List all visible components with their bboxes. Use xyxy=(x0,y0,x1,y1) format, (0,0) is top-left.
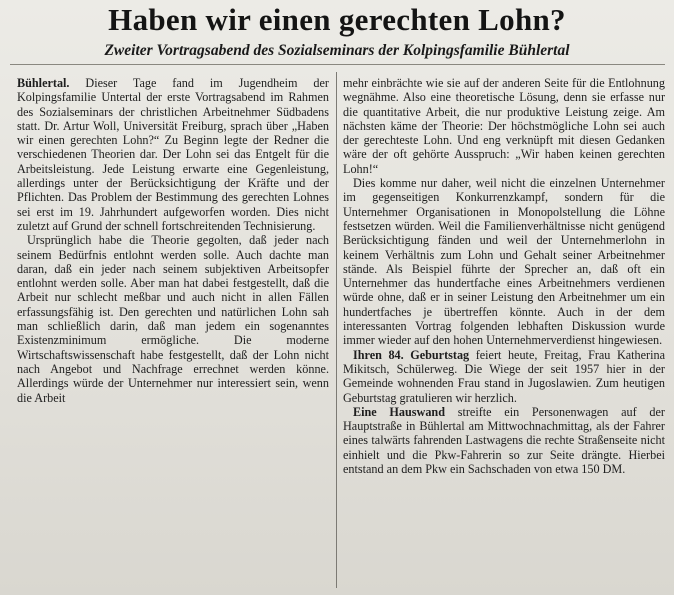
right-paragraph-1: mehr einbrächte wie sie auf der anderen Seite für die Entlohnung wegnähme. Also eine theoretische Lösung, denn sie erfasse nur die quantitative Arbeit, die nur produktive Leistung zeige. Am nächsten käme der Theorie: Der höchstmögliche Lohn sei auch der gerechteste Lohn. Und eng verknüpft mit diesen Gedanken wäre der oft gehörte Ausspruch: „Wir haben keinen gerechten Lohn!“ xyxy=(343,76,665,176)
left-column xyxy=(17,76,329,405)
left-paragraph-2: Ursprünglich habe die Theorie gegolten, daß jeder nach seinem Bedürfnis entlohnt werden solle. Auch dachte man daran, daß ein jeder nach seinem subjektiven Arbeitsopfer entlohnt werden solle. Aber man hat dabei festgestellt, daß die Arbeit nur schlecht meßbar und auch nicht in allen Fällen erfassungsfähig ist. Den gerechten und natürlichen Lohn sah man schließlich darin, daß man jedem ein sogenanntes Existenzminimum ermögliche. Die moderne Wirtschaftswissenschaft habe festgestellt, daß der Lohn nicht nach Angebot und Nachfrage errechnet werden könne. Allerdings würde der Unternehmer nur interessiert sein, wenn die Arbeit xyxy=(17,233,329,405)
article-headline: Haben wir einen gerechten Lohn? xyxy=(108,2,566,37)
birthday-lead: Ihren 84. Geburtstag xyxy=(353,347,470,362)
accident-text: streifte ein Personenwagen auf der Hauptstraße in Bühlertal am Mittwochnachmittag, als der Fahrer eines talwärts fahrenden Lastwagens die rechte Straßenseite nicht einhielt und die Pkw-Fahrerin so zur Seite drängte. Hierbei entstand an dem Pkw ein Sachschaden von etwa 150 DM. xyxy=(343,404,665,477)
dateline: Bühlertal. xyxy=(17,76,70,90)
header-divider xyxy=(10,64,665,65)
right-column xyxy=(343,76,665,476)
right-paragraph-3 xyxy=(343,348,665,405)
birthday-text: feiert heute, Freitag, Frau Katherina Mikitsch, Schülerweg. Die Wiege der seit 1957 hier in der Gemeinde wohnenden Frau stand in Jugoslawien. Zum heutigen Geburtstag gratulieren wir herzlich. xyxy=(343,347,666,405)
left-paragraph-1 xyxy=(17,76,329,233)
article-subheadline: Zweiter Vortragsabend des Sozialseminars der Kolpingsfamilie Bühlertal xyxy=(104,42,570,59)
accident-lead: Eine Hauswand xyxy=(353,404,445,419)
right-paragraph-4 xyxy=(343,405,665,476)
column-divider xyxy=(336,72,337,588)
right-paragraph-2: Dies komme nur daher, weil nicht die einzelnen Unternehmer im gegenseitigen Konkurrenzkampf, sondern für die Unternehmer Organisationen in Monopolstellung die Löhne festsetzen würden. Weil die Familienverhältnisse nicht genügend Berücksichtigung fänden und weil der Unternehmerlohn in keinem Verhältnis zum Lohn und Gehalt seiner Arbeitnehmer stände. Als Beispiel führte der Sprecher an, daß oft ein Unternehmer das hundertfache eines Arbeitnehmers verdienen würde ohne, daß er in seiner Leistung den Arbeitnehmer um ein hundertfaches je übertreffen könnte. Auch in der dem interessanten Vortrag folgenden lebhaften Diskussion wurde immer wieder auf den hohen Unternehmerverdienst hingewiesen. xyxy=(343,176,665,348)
left-paragraph-1-text: Dieser Tage fand im Jugendheim der Kolpingsfamilie Untertal der erste Vortragsabend im Rahmen des Sozialseminars der christlichen Arbeitnehmer Südbadens statt. Dr. Artur Woll, Universität Freiburg, sprach über „Haben wir einen gerechten Lohn?“ Zu Beginn legte der Redner die verschiedenen Theorien dar. Der Lohn sei das Entgelt für die Arbeitsleistung. Jede Leistung erwarte eine Gegenleistung, allerdings unter der Berücksichtigung der Kräfte und der Pflichten. Das Problem der Bestimmung des gerechten Lohnes sei erst im 19. Jahrhundert aufgeworfen worden. Dies nicht zuletzt auf Grund der schnell fortschreitenden Technisierung. xyxy=(17,76,329,233)
